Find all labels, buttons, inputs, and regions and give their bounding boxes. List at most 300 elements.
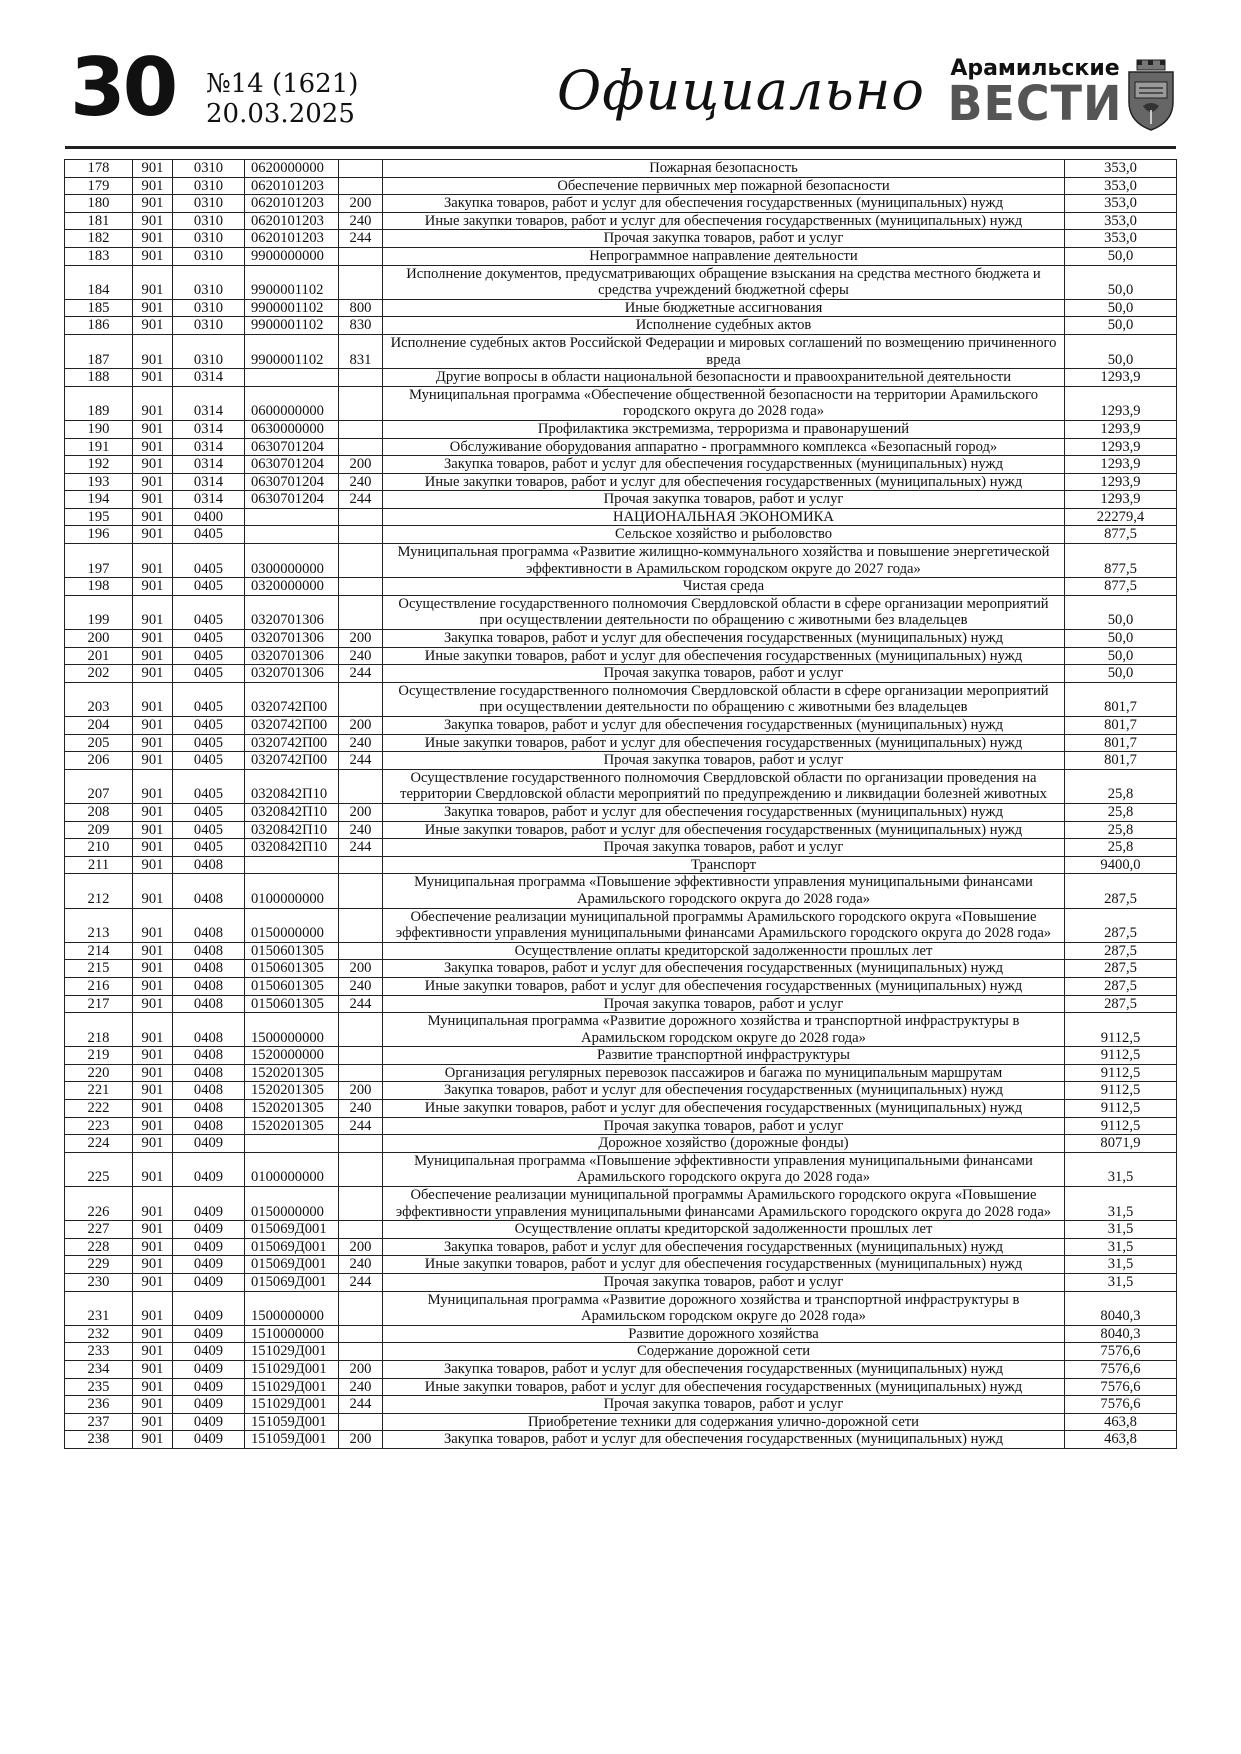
- section-code: 0409: [173, 1396, 245, 1414]
- grbs-code: 901: [133, 247, 173, 265]
- expense-type-code: [339, 595, 383, 629]
- expense-type-code: [339, 874, 383, 908]
- section-code: 0310: [173, 230, 245, 248]
- row-number: 209: [65, 821, 133, 839]
- grbs-code: 901: [133, 1152, 173, 1186]
- item-name: Иные закупки товаров, работ и услуг для обеспечения государственных (муниципальных) нужд: [383, 977, 1065, 995]
- expense-type-code: 244: [339, 839, 383, 857]
- row-number: 195: [65, 508, 133, 526]
- table-row: [65, 821, 1177, 839]
- grbs-code: 901: [133, 1413, 173, 1431]
- grbs-code: 901: [133, 1013, 173, 1047]
- target-article-code: 151059Д001: [245, 1431, 339, 1449]
- item-name: Иные закупки товаров, работ и услуг для обеспечения государственных (муниципальных) нужд: [383, 734, 1065, 752]
- grbs-code: 901: [133, 420, 173, 438]
- section-code: 0314: [173, 456, 245, 474]
- section-code: 0310: [173, 195, 245, 213]
- expense-type-code: 800: [339, 299, 383, 317]
- amount: 9112,5: [1065, 1064, 1177, 1082]
- item-name: Обслуживание оборудования аппаратно - программного комплекса «Безопасный город»: [383, 438, 1065, 456]
- expense-type-code: 200: [339, 1360, 383, 1378]
- table-row: [65, 473, 1177, 491]
- amount: 801,7: [1065, 752, 1177, 770]
- grbs-code: 901: [133, 1221, 173, 1239]
- amount: 31,5: [1065, 1221, 1177, 1239]
- newspaper-logo: [945, 56, 1125, 132]
- target-article-code: 015069Д001: [245, 1238, 339, 1256]
- expense-type-code: 200: [339, 717, 383, 735]
- section-code: 0409: [173, 1274, 245, 1292]
- grbs-code: 901: [133, 1187, 173, 1221]
- item-name: Закупка товаров, работ и услуг для обеспечения государственных (муниципальных) нужд: [383, 456, 1065, 474]
- table-row: [65, 977, 1177, 995]
- target-article-code: 151059Д001: [245, 1413, 339, 1431]
- amount: 50,0: [1065, 265, 1177, 299]
- item-name: Иные закупки товаров, работ и услуг для обеспечения государственных (муниципальных) нужд: [383, 821, 1065, 839]
- row-number: 224: [65, 1135, 133, 1153]
- row-number: 217: [65, 995, 133, 1013]
- budget-table: [64, 159, 1177, 1449]
- item-name: Осуществление государственного полномочия Свердловской области в сфере организации мероприятий при осуществлении деятельности по обращению с животными без владельцев: [383, 595, 1065, 629]
- amount: 1293,9: [1065, 369, 1177, 387]
- expense-type-code: 200: [339, 1431, 383, 1449]
- amount: 25,8: [1065, 769, 1177, 803]
- row-number: 200: [65, 630, 133, 648]
- item-name: Муниципальная программа «Развитие дорожного хозяйства и транспортной инфраструктуры в Арамильском городском округе до 2028 года»: [383, 1291, 1065, 1325]
- amount: 7576,6: [1065, 1396, 1177, 1414]
- expense-type-code: 244: [339, 752, 383, 770]
- row-number: 219: [65, 1047, 133, 1065]
- section-code: 0408: [173, 977, 245, 995]
- expense-type-code: [339, 1135, 383, 1153]
- expense-type-code: 240: [339, 1378, 383, 1396]
- grbs-code: 901: [133, 839, 173, 857]
- grbs-code: 901: [133, 526, 173, 544]
- amount: 50,0: [1065, 665, 1177, 683]
- grbs-code: 901: [133, 908, 173, 942]
- grbs-code: 901: [133, 942, 173, 960]
- table-row: [65, 682, 1177, 716]
- amount: 7576,6: [1065, 1360, 1177, 1378]
- expense-type-code: [339, 856, 383, 874]
- expense-type-code: 244: [339, 1274, 383, 1292]
- item-name: Закупка товаров, работ и услуг для обеспечения государственных (муниципальных) нужд: [383, 1431, 1065, 1449]
- amount: 9400,0: [1065, 856, 1177, 874]
- target-article-code: 0320701306: [245, 595, 339, 629]
- table-row: [65, 856, 1177, 874]
- amount: 31,5: [1065, 1256, 1177, 1274]
- amount: 9112,5: [1065, 1117, 1177, 1135]
- item-name: Организация регулярных перевозок пассажиров и багажа по муниципальным маршрутам: [383, 1064, 1065, 1082]
- item-name: Осуществление оплаты кредиторской задолженности прошлых лет: [383, 942, 1065, 960]
- row-number: 212: [65, 874, 133, 908]
- expense-type-code: [339, 265, 383, 299]
- row-number: 231: [65, 1291, 133, 1325]
- expense-type-code: 240: [339, 734, 383, 752]
- table-row: [65, 420, 1177, 438]
- table-row: [65, 265, 1177, 299]
- item-name: Исполнение судебных актов: [383, 317, 1065, 335]
- row-number: 227: [65, 1221, 133, 1239]
- target-article-code: [245, 369, 339, 387]
- row-number: 180: [65, 195, 133, 213]
- target-article-code: 0150601305: [245, 995, 339, 1013]
- grbs-code: 901: [133, 386, 173, 420]
- section-code: 0405: [173, 630, 245, 648]
- section-code: 0405: [173, 803, 245, 821]
- row-number: 213: [65, 908, 133, 942]
- row-number: 234: [65, 1360, 133, 1378]
- expense-type-code: [339, 942, 383, 960]
- expense-type-code: [339, 1047, 383, 1065]
- row-number: 211: [65, 856, 133, 874]
- target-article-code: 0320842П10: [245, 839, 339, 857]
- item-name: Муниципальная программа «Повышение эффективности управления муниципальными финансами Арамильского городского округа до 2028 года»: [383, 1152, 1065, 1186]
- amount: 801,7: [1065, 734, 1177, 752]
- amount: 9112,5: [1065, 1047, 1177, 1065]
- table-row: [65, 1291, 1177, 1325]
- target-article-code: 0320742П00: [245, 752, 339, 770]
- target-article-code: [245, 508, 339, 526]
- budget-table-container: [64, 159, 1176, 1449]
- item-name: Муниципальная программа «Развитие жилищно-коммунального хозяйства и повышение энергетической эффективности в Арамильском городском округе до 2027 года»: [383, 544, 1065, 578]
- amount: 9112,5: [1065, 1082, 1177, 1100]
- row-number: 220: [65, 1064, 133, 1082]
- section-code: 0405: [173, 665, 245, 683]
- target-article-code: 0300000000: [245, 544, 339, 578]
- logo-main-text: ВЕСТИ: [947, 74, 1123, 132]
- expense-type-code: 831: [339, 334, 383, 368]
- section-code: 0405: [173, 821, 245, 839]
- table-row: [65, 769, 1177, 803]
- section-code: 0310: [173, 212, 245, 230]
- expense-type-code: [339, 438, 383, 456]
- table-row: [65, 960, 1177, 978]
- expense-type-code: 200: [339, 630, 383, 648]
- table-row: [65, 665, 1177, 683]
- expense-type-code: 244: [339, 995, 383, 1013]
- issue-info: [206, 70, 358, 130]
- section-code: 0408: [173, 874, 245, 908]
- table-row: [65, 1082, 1177, 1100]
- grbs-code: 901: [133, 369, 173, 387]
- grbs-code: 901: [133, 1082, 173, 1100]
- table-row: [65, 734, 1177, 752]
- table-row: [65, 438, 1177, 456]
- grbs-code: 901: [133, 265, 173, 299]
- target-article-code: 1500000000: [245, 1291, 339, 1325]
- grbs-code: 901: [133, 544, 173, 578]
- item-name: Прочая закупка товаров, работ и услуг: [383, 1117, 1065, 1135]
- table-row: [65, 1064, 1177, 1082]
- item-name: Исполнение судебных актов Российской Федерации и мировых соглашений по возмещению причиненного вреда: [383, 334, 1065, 368]
- amount: 1293,9: [1065, 456, 1177, 474]
- amount: 287,5: [1065, 874, 1177, 908]
- item-name: Прочая закупка товаров, работ и услуг: [383, 752, 1065, 770]
- target-article-code: 0320701306: [245, 647, 339, 665]
- section-code: 0408: [173, 908, 245, 942]
- section-code: 0405: [173, 769, 245, 803]
- section-code: 0405: [173, 647, 245, 665]
- expense-type-code: [339, 908, 383, 942]
- item-name: Приобретение техники для содержания улично-дорожной сети: [383, 1413, 1065, 1431]
- table-row: [65, 647, 1177, 665]
- amount: 463,8: [1065, 1413, 1177, 1431]
- item-name: Сельское хозяйство и рыболовство: [383, 526, 1065, 544]
- amount: 287,5: [1065, 960, 1177, 978]
- grbs-code: 901: [133, 491, 173, 509]
- amount: 463,8: [1065, 1431, 1177, 1449]
- target-article-code: 0320701306: [245, 665, 339, 683]
- target-article-code: 0150000000: [245, 1187, 339, 1221]
- row-number: 182: [65, 230, 133, 248]
- table-row: [65, 630, 1177, 648]
- amount: 877,5: [1065, 526, 1177, 544]
- section-code: 0310: [173, 317, 245, 335]
- section-code: 0400: [173, 508, 245, 526]
- section-code: 0408: [173, 1013, 245, 1047]
- item-name: Закупка товаров, работ и услуг для обеспечения государственных (муниципальных) нужд: [383, 960, 1065, 978]
- row-number: 235: [65, 1378, 133, 1396]
- item-name: Другие вопросы в области национальной безопасности и правоохранительной деятельности: [383, 369, 1065, 387]
- amount: 801,7: [1065, 682, 1177, 716]
- expense-type-code: 244: [339, 665, 383, 683]
- expense-type-code: [339, 1221, 383, 1239]
- amount: 353,0: [1065, 160, 1177, 178]
- section-code: 0409: [173, 1256, 245, 1274]
- table-row: [65, 717, 1177, 735]
- amount: 8040,3: [1065, 1325, 1177, 1343]
- grbs-code: 901: [133, 1343, 173, 1361]
- target-article-code: 0620101203: [245, 195, 339, 213]
- issue-date: 20.03.2025: [206, 98, 355, 129]
- grbs-code: 901: [133, 334, 173, 368]
- table-row: [65, 595, 1177, 629]
- expense-type-code: 830: [339, 317, 383, 335]
- expense-type-code: [339, 1064, 383, 1082]
- amount: 31,5: [1065, 1274, 1177, 1292]
- item-name: Иные закупки товаров, работ и услуг для обеспечения государственных (муниципальных) нужд: [383, 1378, 1065, 1396]
- amount: 50,0: [1065, 595, 1177, 629]
- expense-type-code: [339, 1013, 383, 1047]
- grbs-code: 901: [133, 874, 173, 908]
- item-name: НАЦИОНАЛЬНАЯ ЭКОНОМИКА: [383, 508, 1065, 526]
- page-number: 30: [70, 41, 176, 134]
- item-name: Иные закупки товаров, работ и услуг для обеспечения государственных (муниципальных) нужд: [383, 212, 1065, 230]
- section-code: 0405: [173, 839, 245, 857]
- expense-type-code: [339, 1152, 383, 1186]
- grbs-code: 901: [133, 508, 173, 526]
- amount: 287,5: [1065, 908, 1177, 942]
- item-name: Иные закупки товаров, работ и услуг для обеспечения государственных (муниципальных) нужд: [383, 1100, 1065, 1118]
- target-article-code: 0620101203: [245, 230, 339, 248]
- item-name: Муниципальная программа «Повышение эффективности управления муниципальными финансами Арамильского городского округа до 2028 года»: [383, 874, 1065, 908]
- amount: 25,8: [1065, 839, 1177, 857]
- expense-type-code: 240: [339, 977, 383, 995]
- target-article-code: 0150601305: [245, 960, 339, 978]
- section-code: 0310: [173, 177, 245, 195]
- amount: 353,0: [1065, 195, 1177, 213]
- row-number: 197: [65, 544, 133, 578]
- amount: 25,8: [1065, 821, 1177, 839]
- row-number: 187: [65, 334, 133, 368]
- section-code: 0405: [173, 526, 245, 544]
- grbs-code: 901: [133, 317, 173, 335]
- row-number: 179: [65, 177, 133, 195]
- table-row: [65, 386, 1177, 420]
- target-article-code: 0150000000: [245, 908, 339, 942]
- target-article-code: 0100000000: [245, 874, 339, 908]
- amount: 9112,5: [1065, 1013, 1177, 1047]
- grbs-code: 901: [133, 1378, 173, 1396]
- table-row: [65, 334, 1177, 368]
- row-number: 214: [65, 942, 133, 960]
- table-row: [65, 578, 1177, 596]
- target-article-code: 0320842П10: [245, 769, 339, 803]
- expense-type-code: 240: [339, 473, 383, 491]
- page-header: [0, 0, 1241, 152]
- row-number: 222: [65, 1100, 133, 1118]
- amount: 353,0: [1065, 212, 1177, 230]
- grbs-code: 901: [133, 752, 173, 770]
- table-row: [65, 247, 1177, 265]
- table-row: [65, 1100, 1177, 1118]
- amount: 22279,4: [1065, 508, 1177, 526]
- table-row: [65, 212, 1177, 230]
- section-code: 0409: [173, 1360, 245, 1378]
- row-number: 196: [65, 526, 133, 544]
- row-number: 203: [65, 682, 133, 716]
- grbs-code: 901: [133, 960, 173, 978]
- target-article-code: 151029Д001: [245, 1396, 339, 1414]
- expense-type-code: 200: [339, 456, 383, 474]
- section-code: 0314: [173, 420, 245, 438]
- row-number: 208: [65, 803, 133, 821]
- item-name: Пожарная безопасность: [383, 160, 1065, 178]
- table-row: [65, 942, 1177, 960]
- section-code: 0409: [173, 1152, 245, 1186]
- section-code: 0314: [173, 491, 245, 509]
- table-row: [65, 1360, 1177, 1378]
- item-name: Исполнение документов, предусматривающих обращение взыскания на средства местного бюджета и средства учреждений бюджетной сферы: [383, 265, 1065, 299]
- table-row: [65, 839, 1177, 857]
- expense-type-code: [339, 160, 383, 178]
- coat-of-arms-icon: [1125, 58, 1177, 132]
- table-row: [65, 1431, 1177, 1449]
- item-name: Осуществление государственного полномочия Свердловской области в сфере организации мероприятий при осуществлении деятельности по обращению с животными без владельцев: [383, 682, 1065, 716]
- section-code: 0408: [173, 995, 245, 1013]
- expense-type-code: 240: [339, 1100, 383, 1118]
- table-row: [65, 1047, 1177, 1065]
- section-code: 0408: [173, 1047, 245, 1065]
- section-code: 0408: [173, 1082, 245, 1100]
- row-number: 229: [65, 1256, 133, 1274]
- target-article-code: 015069Д001: [245, 1256, 339, 1274]
- row-number: 218: [65, 1013, 133, 1047]
- grbs-code: 901: [133, 1431, 173, 1449]
- grbs-code: 901: [133, 769, 173, 803]
- item-name: Осуществление государственного полномочия Свердловской области по организации проведения на территории Свердловской области мероприятий по предупреждению и ликвидации болезней животных: [383, 769, 1065, 803]
- expense-type-code: 200: [339, 1082, 383, 1100]
- row-number: 202: [65, 665, 133, 683]
- item-name: Прочая закупка товаров, работ и услуг: [383, 491, 1065, 509]
- row-number: 233: [65, 1343, 133, 1361]
- section-code: 0405: [173, 752, 245, 770]
- expense-type-code: 244: [339, 491, 383, 509]
- table-row: [65, 1135, 1177, 1153]
- item-name: Иные закупки товаров, работ и услуг для обеспечения государственных (муниципальных) нужд: [383, 1256, 1065, 1274]
- item-name: Иные закупки товаров, работ и услуг для обеспечения государственных (муниципальных) нужд: [383, 473, 1065, 491]
- expense-type-code: [339, 420, 383, 438]
- expense-type-code: 240: [339, 647, 383, 665]
- grbs-code: 901: [133, 1256, 173, 1274]
- grbs-code: 901: [133, 578, 173, 596]
- target-article-code: 0320742П00: [245, 717, 339, 735]
- item-name: Закупка товаров, работ и услуг для обеспечения государственных (муниципальных) нужд: [383, 1082, 1065, 1100]
- expense-type-code: 200: [339, 1238, 383, 1256]
- expense-type-code: 240: [339, 821, 383, 839]
- amount: 7576,6: [1065, 1343, 1177, 1361]
- row-number: 184: [65, 265, 133, 299]
- grbs-code: 901: [133, 195, 173, 213]
- grbs-code: 901: [133, 1064, 173, 1082]
- row-number: 210: [65, 839, 133, 857]
- item-name: Осуществление оплаты кредиторской задолженности прошлых лет: [383, 1221, 1065, 1239]
- row-number: 226: [65, 1187, 133, 1221]
- table-row: [65, 1343, 1177, 1361]
- item-name: Транспорт: [383, 856, 1065, 874]
- section-code: 0409: [173, 1238, 245, 1256]
- target-article-code: 9900001102: [245, 299, 339, 317]
- target-article-code: 015069Д001: [245, 1274, 339, 1292]
- header-rule: [65, 146, 1176, 149]
- target-article-code: [245, 856, 339, 874]
- section-code: 0409: [173, 1221, 245, 1239]
- amount: 50,0: [1065, 299, 1177, 317]
- item-name: Муниципальная программа «Обеспечение общественной безопасности на территории Арамильского городского округа до 2028 года»: [383, 386, 1065, 420]
- item-name: Непрограммное направление деятельности: [383, 247, 1065, 265]
- item-name: Развитие транспортной инфраструктуры: [383, 1047, 1065, 1065]
- row-number: 223: [65, 1117, 133, 1135]
- section-code: 0405: [173, 544, 245, 578]
- section-code: 0405: [173, 595, 245, 629]
- grbs-code: 901: [133, 665, 173, 683]
- amount: 50,0: [1065, 334, 1177, 368]
- grbs-code: 901: [133, 717, 173, 735]
- amount: 1293,9: [1065, 438, 1177, 456]
- row-number: 225: [65, 1152, 133, 1186]
- expense-type-code: [339, 508, 383, 526]
- target-article-code: 0630701204: [245, 456, 339, 474]
- row-number: 230: [65, 1274, 133, 1292]
- item-name: Закупка товаров, работ и услуг для обеспечения государственных (муниципальных) нужд: [383, 195, 1065, 213]
- item-name: Прочая закупка товаров, работ и услуг: [383, 995, 1065, 1013]
- row-number: 183: [65, 247, 133, 265]
- row-number: 205: [65, 734, 133, 752]
- grbs-code: 901: [133, 995, 173, 1013]
- expense-type-code: [339, 526, 383, 544]
- amount: 1293,9: [1065, 420, 1177, 438]
- item-name: Чистая среда: [383, 578, 1065, 596]
- row-number: 201: [65, 647, 133, 665]
- amount: 8040,3: [1065, 1291, 1177, 1325]
- target-article-code: 1520000000: [245, 1047, 339, 1065]
- grbs-code: 901: [133, 734, 173, 752]
- table-row: [65, 1274, 1177, 1292]
- grbs-code: 901: [133, 212, 173, 230]
- target-article-code: 9900001102: [245, 334, 339, 368]
- logo-top-text: Арамильские: [950, 56, 1120, 81]
